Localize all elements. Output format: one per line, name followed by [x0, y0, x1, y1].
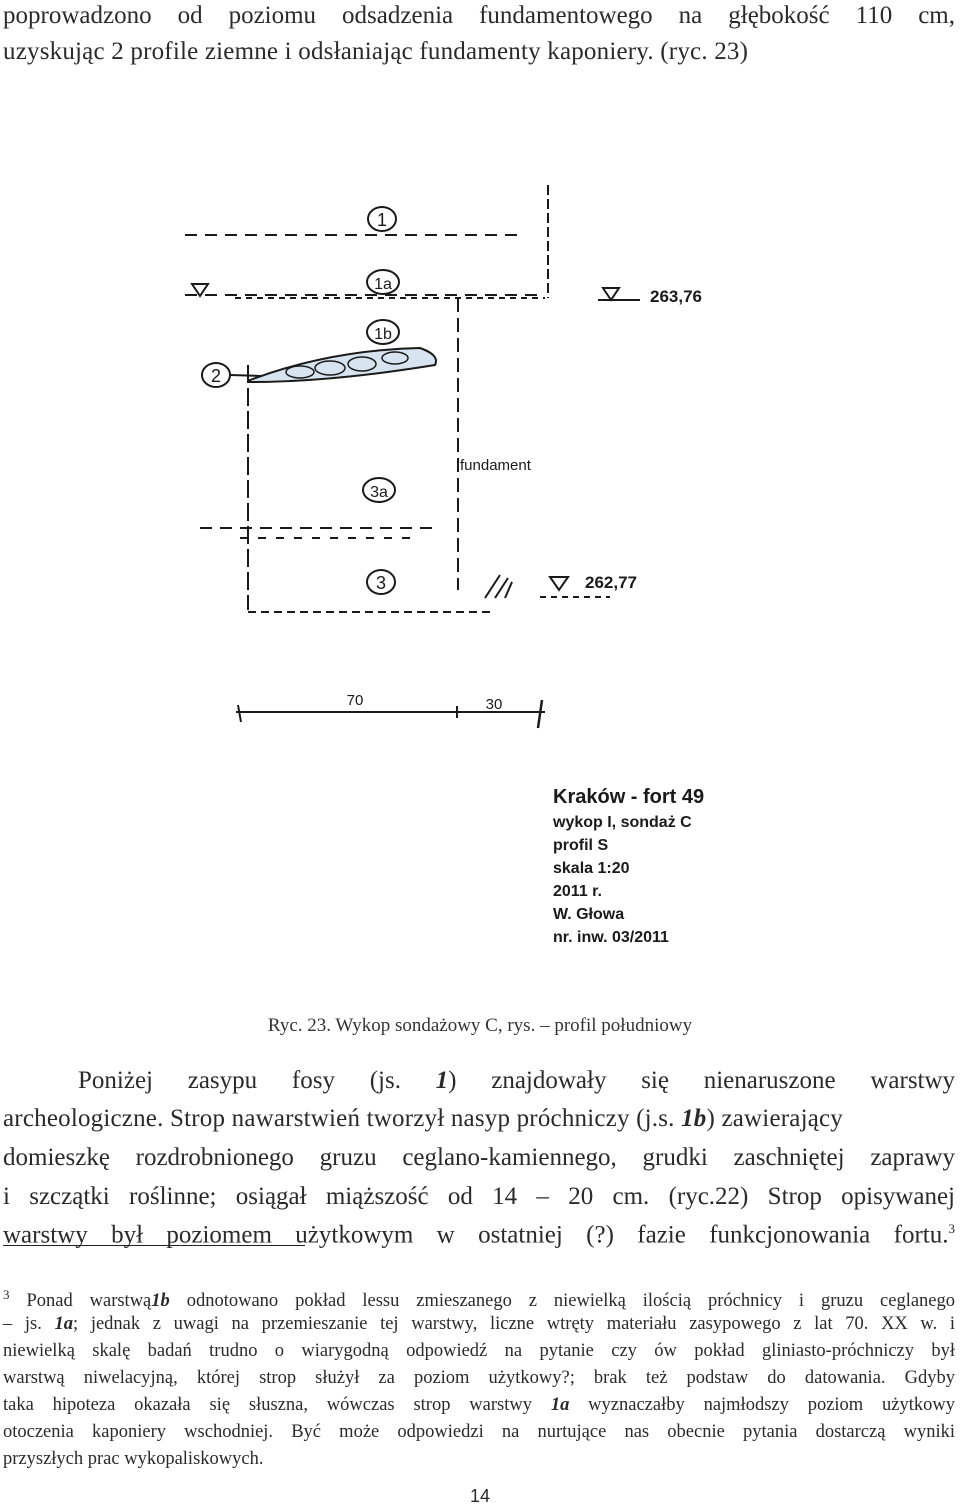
word: znajdowały	[491, 1067, 607, 1094]
scale-bar	[236, 692, 545, 728]
layer-label-3a: 3a	[370, 484, 388, 501]
text-run: odnotowano pokład lessu zmieszanego z niewielką ilością próchnicy i gruzu ceglanego	[186, 1291, 956, 1312]
profile-lines	[185, 185, 610, 612]
intro-line-2: uzyskując 2 profile ziemne i odsłaniając fundamenty kaponiery. (ryc. 23)	[3, 38, 749, 65]
text-run: ) zawierający	[706, 1105, 844, 1132]
text-run: wyznaczałby najmłodszy poziom użytkowy	[588, 1395, 955, 1415]
intro-line-1: poprowadzono od poziomu odsadzenia fundamentowego na głębokość 110 cm,	[3, 2, 955, 29]
layer-label-1b: 1b	[374, 326, 392, 343]
footnote-line-6: otoczenia kaponiery wschodniej. Być może odpowiedzi na nurtujące nas obecnie pytania dostarczą wyniki	[3, 1422, 955, 1442]
scale-label-30: 30	[485, 696, 503, 713]
footnote-line-4: warstwą niwelacyjną, której strop służył za poziom użytkowy?; brak też podstaw do datowania. Gdyby	[3, 1368, 955, 1388]
text-run: – js.	[3, 1314, 42, 1334]
legend-line-5: W. Głowa	[553, 906, 625, 923]
level-markers	[192, 284, 640, 598]
footnote-line-5	[3, 1395, 955, 1416]
label-2-leader	[230, 375, 262, 376]
drawing-legend	[552, 786, 704, 946]
word-part: (js.	[369, 1067, 401, 1094]
layer-label-2: 2	[210, 366, 222, 386]
word: warstwy	[870, 1067, 956, 1094]
legend-title: Kraków - fort 49	[553, 786, 705, 808]
text-run: Ponad warstwą	[26, 1291, 152, 1312]
layer-label-1a: 1a	[374, 276, 392, 293]
page-number: 14	[469, 1486, 491, 1506]
layer-label-3: 3	[375, 573, 387, 593]
text-run: taka hipoteza okazała się słuszna, wówczas strop warstwy	[3, 1395, 532, 1415]
layer-label-circles	[202, 207, 399, 594]
layer-ref: 1b	[151, 1291, 170, 1312]
footnote-mark: 3	[3, 1287, 10, 1302]
footnote-start	[3, 1287, 170, 1312]
body-line-4: i szczątki roślinne; osiągał miąższość od 14 – 20 cm. (ryc.22) Strop opisywanej	[3, 1183, 955, 1210]
elevation-top: 263,76	[650, 287, 702, 306]
elevation-bottom: 262,77	[585, 573, 637, 592]
layer-ref: 1	[435, 1067, 449, 1094]
text-run: ; jednak z uwagi na przemieszanie tej warstwy, liczne wtręty materiału zasypowego z lat 70. XX w. i	[73, 1314, 956, 1334]
footnote-line-2	[3, 1314, 955, 1335]
layer-label-1: 1	[376, 210, 388, 230]
profile-drawing-svg	[0, 150, 960, 1010]
figure-caption: Ryc. 23. Wykop sondażowy C, rys. – profil południowy	[267, 1015, 693, 1036]
text-group	[3, 1314, 955, 1334]
layer-ref: 1b	[681, 1105, 707, 1132]
legend-line-1: wykop I, sondaż C	[553, 814, 692, 831]
footnote-ref[interactable]: 3	[948, 1221, 955, 1236]
fundament-label: fundament	[460, 457, 531, 474]
word: zasypu	[187, 1067, 258, 1094]
word: się	[641, 1067, 669, 1094]
layer-ref: 1a	[550, 1395, 570, 1415]
legend-line-4: 2011 r.	[553, 883, 602, 900]
level-marker-top	[603, 288, 619, 300]
body-line-2	[3, 1105, 843, 1133]
profile-drawing	[0, 150, 960, 1010]
rubble-lens	[230, 348, 436, 382]
footnote-line-3: niewielką skalę badań trudno o wiarygodną odpowiedź na pytanie czy ów pokład gliniasto-próchniczy był	[3, 1341, 955, 1361]
footnote-line-1	[3, 1287, 955, 1312]
hatching	[485, 575, 512, 598]
word: Poniżej	[78, 1067, 153, 1094]
footnote-rule	[3, 1245, 305, 1246]
legend-line-3: skala 1:20	[553, 860, 630, 877]
word: fosy	[291, 1067, 335, 1094]
word: nienaruszone	[703, 1067, 836, 1094]
level-marker-bottom	[550, 577, 568, 590]
scale-label-70: 70	[346, 692, 364, 709]
text-run: warstwy był poziomem użytkowym w ostatniej (?) fazie funkcjonowania fortu.	[3, 1221, 949, 1249]
footnote-line-7: przyszłych prac wykopaliskowych.	[3, 1449, 264, 1469]
word-part: )	[448, 1067, 457, 1094]
body-line-3: domieszkę rozdrobnionego gruzu ceglano-kamiennego, grudki zaschniętej zaprawy	[3, 1144, 955, 1171]
body-line-1	[78, 1067, 955, 1095]
text-run: archeologiczne. Strop nawarstwień tworzył nasyp próchniczy (j.s.	[3, 1105, 675, 1132]
word	[370, 1067, 457, 1094]
layer-ref: 1a	[54, 1314, 74, 1334]
legend-line-2: profil S	[553, 837, 609, 854]
legend-line-6: nr. inw. 03/2011	[553, 929, 669, 946]
